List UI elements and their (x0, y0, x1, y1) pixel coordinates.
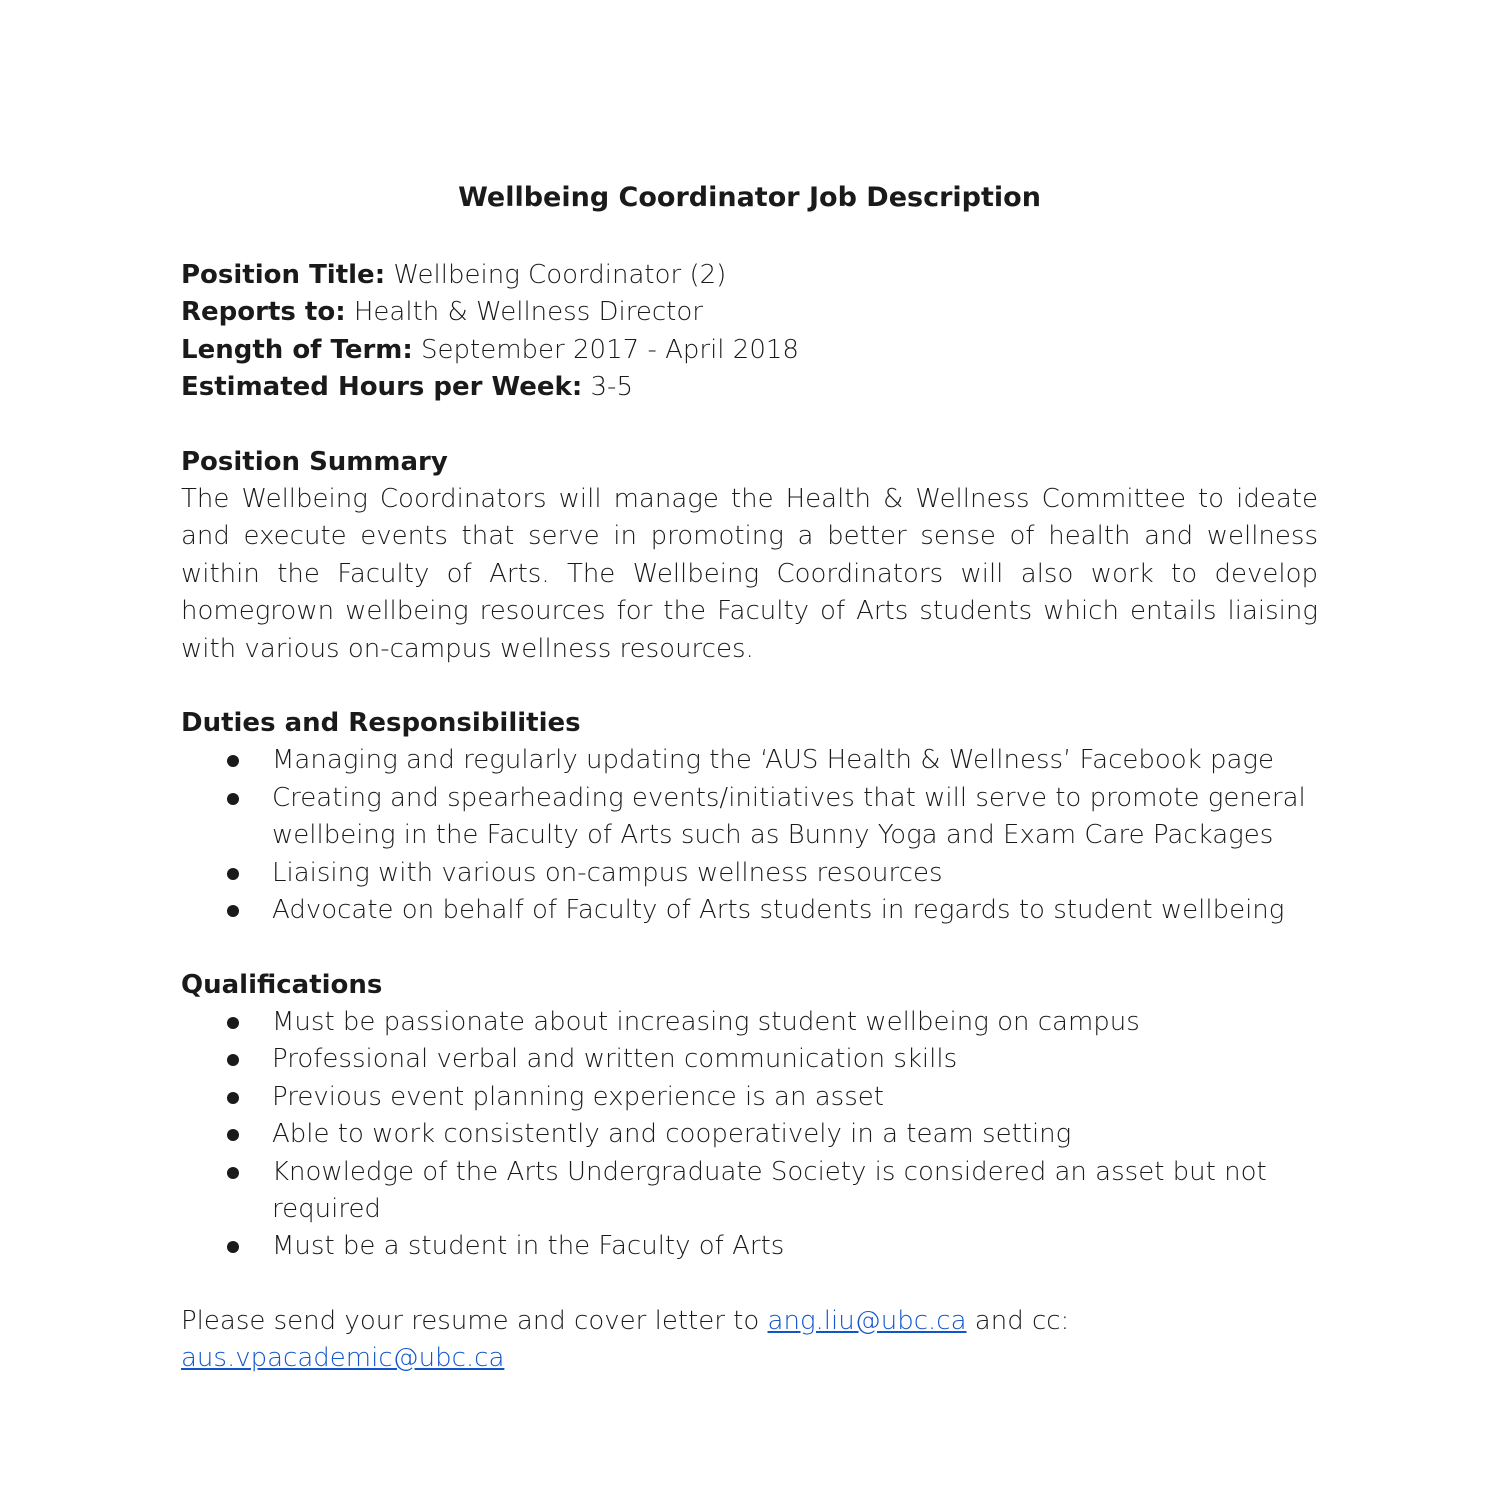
meta-value: 3-5 (590, 372, 633, 403)
document-title: Wellbeing Coordinator Job Description (458, 182, 1041, 213)
meta-label: Reports to: (181, 297, 346, 328)
closing-text-middle: and cc: (966, 1305, 1070, 1336)
bullet-icon (227, 1017, 239, 1029)
email-link-cc[interactable]: aus.vpacademic@ubc.ca (181, 1343, 505, 1374)
list-item-text: Professional verbal and written communication skills (272, 1044, 958, 1075)
bullet-icon (227, 755, 239, 767)
duties-section (181, 705, 1318, 929)
meta-label: Length of Term: (181, 334, 413, 365)
list-item (181, 892, 1318, 929)
qualifications-section (181, 967, 1318, 1266)
list-item-text: Liaising with various on-campus wellness resources (272, 857, 943, 888)
list-item (181, 1228, 1318, 1265)
meta-estimated-hours (181, 369, 1318, 406)
position-summary-section (181, 444, 1318, 668)
qualifications-heading: Qualifications (181, 969, 383, 1000)
meta-value: Health & Wellness Director (353, 297, 703, 328)
closing-section (181, 1303, 1318, 1378)
bullet-icon (227, 1054, 239, 1066)
meta-position-title (181, 257, 1318, 294)
meta-label: Estimated Hours per Week: (181, 372, 583, 403)
closing-text-before: Please send your resume and cover letter to (181, 1305, 768, 1336)
list-item-text: Knowledge of the Arts Undergraduate Society is considered an asset but not required (272, 1156, 1267, 1224)
bullet-icon (227, 1092, 239, 1104)
list-item-text: Previous event planning experience is an asset (272, 1081, 884, 1112)
list-item-text: Able to work consistently and cooperatively in a team setting (272, 1119, 1072, 1150)
list-item (181, 855, 1318, 892)
bullet-icon (227, 1167, 239, 1179)
list-item (181, 780, 1318, 855)
bullet-icon (227, 793, 239, 805)
bullet-icon (227, 868, 239, 880)
meta-reports-to (181, 294, 1318, 331)
list-item-text: Managing and regularly updating the ‘AUS Health & Wellness’ Facebook page (272, 745, 1275, 776)
list-item-text: Advocate on behalf of Faculty of Arts students in regards to student wellbeing (272, 895, 1285, 926)
duties-list (181, 742, 1318, 929)
list-item (181, 1079, 1318, 1116)
list-item-text: Creating and spearheading events/initiatives that will serve to promote general wellbeing in the Faculty of Arts such as Bunny Yoga and Exam Care Packages (272, 782, 1306, 851)
position-summary-text: The Wellbeing Coordinators will manage the Health & Wellness Committee to ideate and execute events that serve in promoting a better sense of health and wellness within the Faculty of Arts. The Wellbeing Coordinators will also work to develop homegrown wellbeing resources for the Faculty of Arts students which entails liaising with various on-campus wellness resources. (181, 484, 1318, 664)
list-item (181, 742, 1318, 779)
meta-length-of-term (181, 332, 1318, 369)
document-content (181, 178, 1318, 1378)
closing-text (181, 1303, 1318, 1378)
meta-value: September 2017 - April 2018 (421, 334, 799, 365)
meta-label: Position Title: (181, 260, 386, 290)
duties-heading: Duties and Responsibilities (181, 708, 581, 739)
bullet-icon (227, 905, 239, 917)
qualifications-list (181, 1004, 1318, 1266)
list-item-text: Must be passionate about increasing student wellbeing on campus (272, 1006, 1140, 1037)
list-item (181, 1154, 1318, 1229)
bullet-icon (227, 1129, 239, 1141)
list-item (181, 1041, 1318, 1078)
position-meta (181, 257, 1318, 407)
bullet-icon (227, 1241, 239, 1253)
email-link-primary[interactable]: ang.liu@ubc.ca (767, 1305, 967, 1336)
list-item (181, 1116, 1318, 1153)
position-summary-heading: Position Summary (181, 446, 448, 477)
list-item (181, 1004, 1318, 1041)
list-item-text: Must be a student in the Faculty of Arts (272, 1231, 785, 1262)
meta-value: Wellbeing Coordinator (2) (393, 260, 727, 290)
